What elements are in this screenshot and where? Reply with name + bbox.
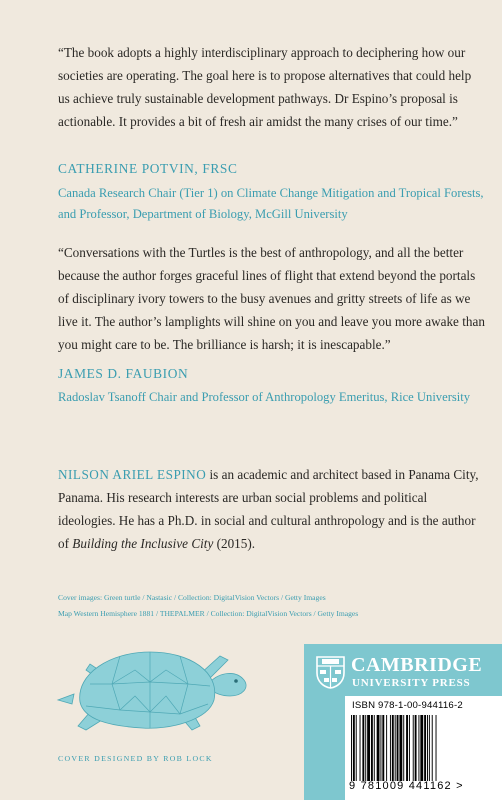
cover-designer-credit: COVER DESIGNED BY ROB LOCK (58, 754, 213, 763)
barcode-bar (360, 715, 361, 781)
barcode-bars (349, 715, 491, 783)
blurb-name-2: JAMES D. FAUBION (58, 366, 189, 381)
image-credit-2: Map Western Hemisphere 1881 / THEPALMER / Collection: DigitalVision Vectors / Getty Images (58, 609, 359, 618)
author-bio (58, 463, 486, 555)
image-credit-1: Cover images: Green turtle / Nastasic / Collection: DigitalVision Vectors / Getty Images (58, 593, 326, 602)
barcode-bar (380, 715, 381, 781)
author-bio-end: (2015). (213, 536, 256, 551)
barcode-bar (418, 715, 419, 781)
barcode-bar (392, 715, 394, 781)
barcode-bar (409, 715, 410, 781)
barcode-bar (432, 715, 433, 781)
barcode-bar (424, 715, 426, 781)
barcode-bar (399, 715, 402, 781)
barcode-bar (362, 715, 364, 781)
isbn-number: ISBN 978-1-00-944116-2 (352, 700, 463, 711)
blurb-name-1: CATHERINE POTVIN, FRSC (58, 161, 238, 176)
barcode-bar (397, 715, 399, 781)
cambridge-crest-icon (316, 656, 345, 689)
barcode-bar (395, 715, 396, 781)
barcode-bar (353, 715, 355, 781)
isbn-barcode (345, 696, 502, 800)
barcode-bar (429, 715, 430, 781)
barcode-bar (415, 715, 417, 781)
barcode-bar (403, 715, 404, 781)
barcode-bar (420, 715, 423, 781)
barcode-bar (413, 715, 414, 781)
blurb-affiliation-2: Radoslav Tsanoff Chair and Professor of Anthropology Emeritus, Rice University (58, 390, 471, 404)
blurb-quote-2: “Conversations with the Turtles is the best of anthropology, and all the better because the author forges graceful lines of flight that extend beyond the portals of disciplinary ivory towers to the busy avenues and gritty streets of life as we live it. The author’s lamplights will shine on you and leave you more awake than you might care to be. The brilliance is harsh; it is inescapable.” (58, 245, 485, 352)
barcode-bar (367, 715, 370, 781)
author-bio-text: is an academic and architect based in Panama City, Panama. His research interests are urban social problems and political ideologies. He has a Ph.D. in social and cultural anthropology and is the author of (58, 467, 479, 551)
barcode-bar (351, 715, 352, 781)
barcode-bar (427, 715, 428, 781)
barcode-bar (382, 715, 384, 781)
barcode-bar (356, 715, 357, 781)
barcode-bar (371, 715, 373, 781)
blurb-quote-1: “The book adopts a highly interdisciplinary approach to deciphering how our societies are operating. The goal here is to propose alternatives that could help us achieve truly sustainable development pathways. Dr Espino’s proposal is actionable. It provides a bit of fresh air amidst the many crises of our time.” (58, 45, 472, 129)
publisher-press: UNIVERSITY PRESS (352, 677, 471, 689)
barcode-bar (436, 715, 437, 781)
author-name: NILSON ARIEL ESPINO (58, 467, 207, 482)
barcode-bar (386, 715, 387, 781)
barcode-bar (377, 715, 380, 781)
previous-book-title: Building the Inclusive City (72, 536, 214, 551)
barcode-bar (406, 715, 408, 781)
turtle-eye (234, 679, 238, 683)
turtle-illustration (50, 634, 255, 750)
barcode-bar (374, 715, 375, 781)
barcode-bar (365, 715, 366, 781)
barcode-digits: 9 781009 441162 > (349, 780, 464, 792)
publisher-name: CAMBRIDGE (351, 654, 483, 676)
blurb-affiliation-1: Canada Research Chair (Tier 1) on Climate Change Mitigation and Tropical Forests, and Professor, Department of Biology, McGill University (58, 186, 484, 221)
barcode-bar (390, 715, 391, 781)
